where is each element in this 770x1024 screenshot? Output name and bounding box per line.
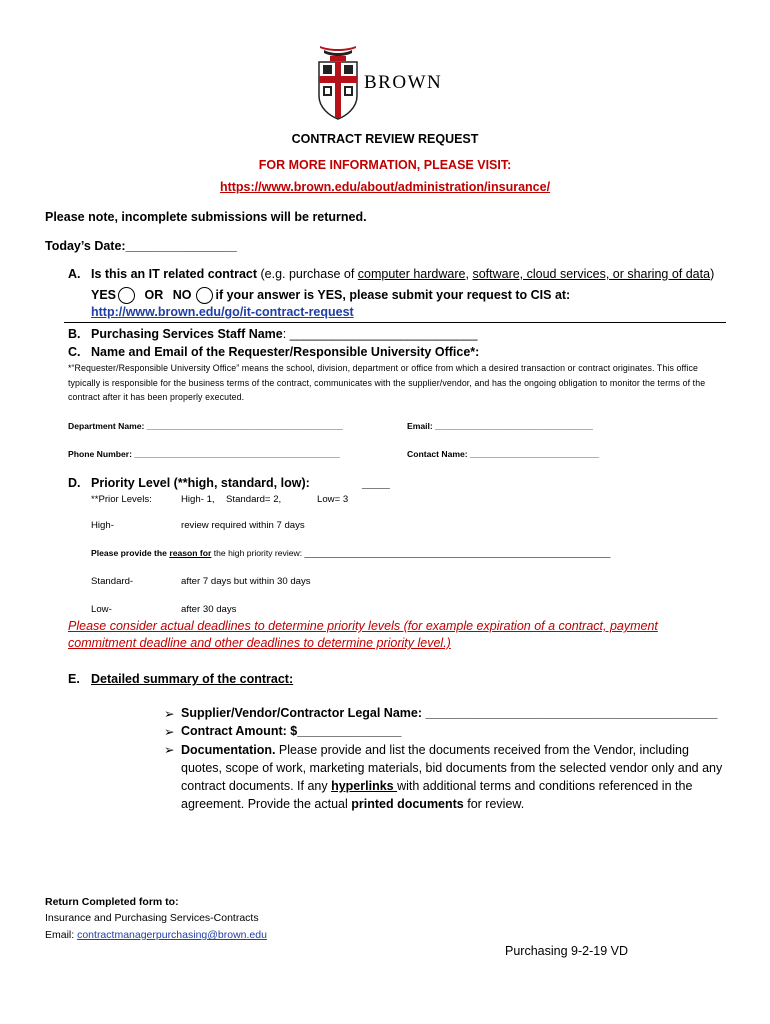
yes-label: YES [91, 288, 117, 302]
return-email-row [45, 929, 267, 941]
bullet-arrow-icon: ➢ [164, 707, 175, 721]
email-field[interactable]: Email: _________________________________ [407, 421, 593, 431]
section-b-blank: : ___________________________ [282, 327, 478, 341]
section-d-label: Priority Level (**high, standard, low): [91, 476, 310, 490]
section-b-row[interactable] [91, 327, 477, 341]
supplier-legal-name-field[interactable]: Supplier/Vendor/Contractor Legal Name: __________________________________________ [181, 706, 718, 720]
standard-description: after 7 days but within 30 days [181, 576, 311, 587]
section-a-sep: , [465, 267, 473, 281]
or-label: OR [144, 288, 164, 302]
high-label: High- [91, 520, 114, 531]
return-office: Insurance and Purchasing Services-Contracts [45, 912, 259, 924]
high-value: High- 1, [181, 494, 215, 505]
prior-levels-label: **Prior Levels: [91, 494, 152, 505]
department-name-field[interactable]: Department Name: _________________________________________ [68, 421, 343, 431]
section-d-letter: D. [68, 476, 81, 490]
info-line: FOR MORE INFORMATION, PLEASE VISIT: [258, 158, 512, 172]
section-divider [64, 322, 726, 323]
section-c-letter: C. [68, 345, 81, 359]
it-contract-link[interactable]: http://www.brown.edu/go/it-contract-request [91, 305, 354, 319]
yes-radio[interactable] [118, 287, 135, 304]
section-b-label: Purchasing Services Staff Name [91, 327, 283, 341]
incomplete-note: Please note, incomplete submissions will be returned. [45, 210, 367, 224]
brown-shield-icon [316, 44, 360, 120]
standard-label: Standard- [91, 576, 134, 587]
section-a-question-bold: Is this an IT related contract [91, 267, 258, 281]
high-description: review required within 7 days [181, 520, 305, 531]
section-e-letter: E. [68, 672, 80, 686]
info-url-link[interactable]: https://www.brown.edu/about/administration/insurance/ [219, 180, 551, 194]
low-value: Low= 3 [317, 494, 349, 505]
documentation-bold: Documentation. [181, 743, 276, 757]
section-e-label: Detailed summary of the contract: [91, 672, 294, 686]
documentation-paragraph [181, 741, 726, 813]
return-label: Return Completed form to: [45, 896, 179, 908]
section-a-paren-close: ) [710, 267, 715, 281]
reason-suffix: the high priority review: ________________________________________________________________ [211, 548, 611, 558]
documentation-text-2: with additional terms and conditions referenced in the agreement. Provide the actual [181, 779, 693, 811]
contract-amount-field[interactable]: Contract Amount: $_______________ [181, 724, 402, 738]
section-a-yes-no-row [91, 287, 570, 304]
priority-level-blank[interactable]: ____ [362, 476, 390, 490]
email-label: Email: [45, 929, 78, 941]
contact-name-field[interactable]: Contact Name: ___________________________ [407, 449, 600, 459]
email-link[interactable]: contractmanagerpurchasing@brown.edu [77, 929, 267, 941]
logo-text: BROWN [364, 72, 443, 93]
section-a-question [91, 267, 714, 281]
reason-prefix: Please provide the [91, 548, 170, 558]
standard-value: Standard= 2, [226, 494, 282, 505]
documentation-text-3: for review. [463, 797, 525, 811]
section-a-instruction: if your answer is YES, please submit your request to CIS at: [215, 288, 571, 302]
version-label: Purchasing 9-2-19 VD [505, 944, 628, 958]
section-a-item-hardware: computer hardware [357, 267, 466, 281]
documentation-text-1: Please provide and list the documents received from the Vendor, including quotes, scope of work, marketing materials, bid documents from the selected vendor only and any contract documents. If any [181, 743, 723, 793]
section-a-item-software: software, cloud services, or sharing of data [472, 267, 711, 281]
printed-documents-text: printed documents [351, 797, 464, 811]
page-title: CONTRACT REVIEW REQUEST [291, 132, 479, 146]
section-b-letter: B. [68, 327, 81, 341]
requester-footnote: *“Requester/Responsible University Office” means the school, division, department or office from which a desired transaction or contract originates. This office typically is responsible for the business terms of the contract, communicates with the supplier/vendor, and has the ongoing obligation to monitor the terms of the contract after it has been properly executed. [68, 363, 706, 402]
section-a-paren-open: (e.g. purchase of [257, 267, 358, 281]
todays-date-field[interactable]: Today’s Date:________________ [45, 239, 237, 253]
no-radio[interactable] [196, 287, 213, 304]
section-a-letter: A. [68, 267, 81, 281]
phone-number-field[interactable]: Phone Number: ___________________________________________ [68, 449, 340, 459]
section-c-label: Name and Email of the Requester/Responsible University Office*: [91, 345, 480, 359]
brown-logo [316, 44, 456, 120]
low-description: after 30 days [181, 604, 237, 615]
reason-underlined: reason for [169, 548, 212, 558]
deadline-note: Please consider actual deadlines to determine priority levels (for example expiration of a contract, payment commitment deadline and other deadlines to determine priority level.) [68, 619, 658, 650]
bullet-arrow-icon: ➢ [164, 725, 175, 739]
high-priority-reason-field[interactable] [91, 548, 610, 558]
bullet-arrow-icon: ➢ [164, 743, 175, 757]
low-label: Low- [91, 604, 112, 615]
no-label: NO [172, 288, 192, 302]
hyperlinks-text: hyperlinks [331, 779, 398, 793]
